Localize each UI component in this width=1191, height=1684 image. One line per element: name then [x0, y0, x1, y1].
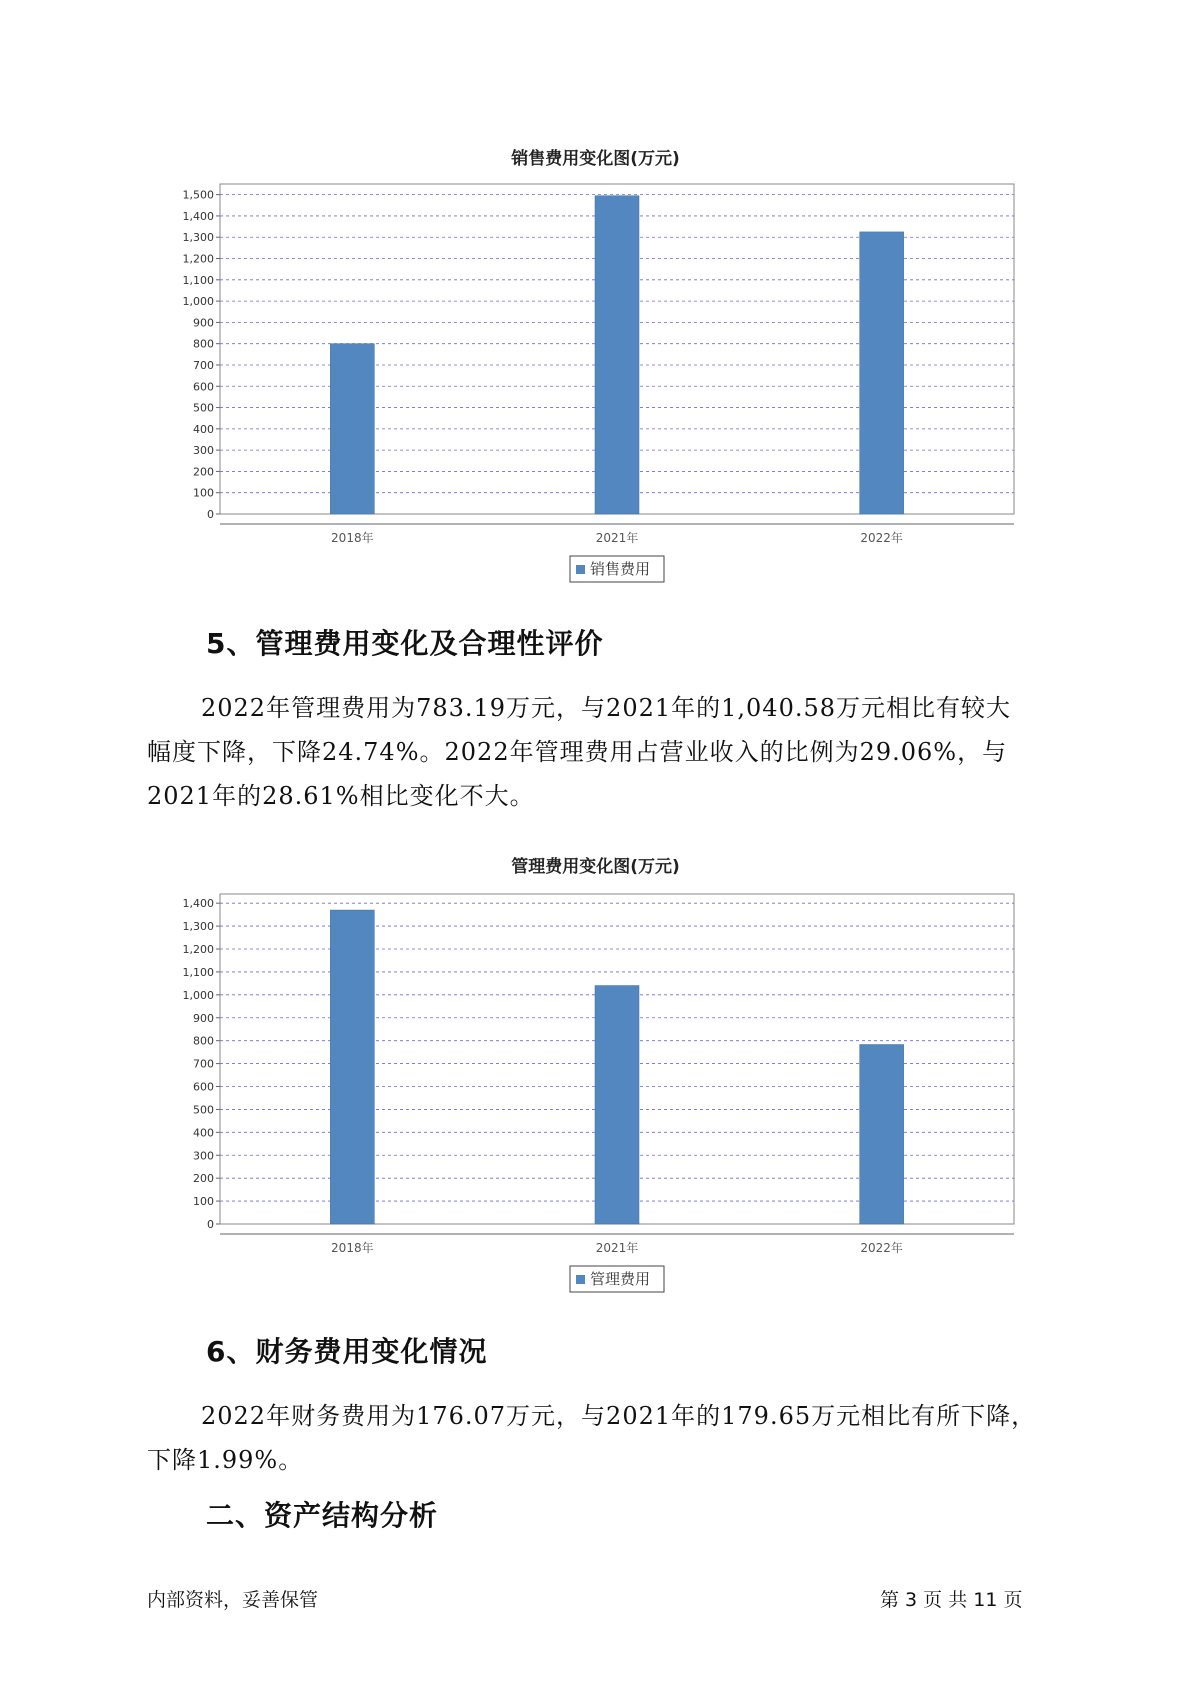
bar	[595, 986, 639, 1224]
chart-title-admin-expense: 管理费用变化图(万元)	[511, 857, 680, 877]
y-tick-label: 1,300	[182, 231, 214, 245]
bar	[860, 232, 904, 514]
section-5-heading: 5、管理费用变化及合理性评价	[206, 627, 604, 660]
section-5-line-3: 2021年的28.61%相比变化不大。	[147, 782, 535, 810]
footer-page-number: 第 3 页 共 11 页	[880, 1589, 1023, 1611]
y-tick-label: 200	[193, 465, 214, 479]
y-tick-label: 1,200	[182, 943, 214, 956]
legend-label: 销售费用	[590, 560, 651, 578]
y-tick-label: 900	[193, 1011, 214, 1025]
section-5-line-2: 幅度下降，下降24.74%。2022年管理费用占营业收入的比例为29.06%，与	[147, 738, 1008, 766]
y-tick-label: 100	[193, 1195, 214, 1209]
bar	[330, 910, 374, 1224]
y-tick-label: 700	[193, 358, 214, 372]
y-tick-label: 600	[193, 380, 214, 394]
y-tick-label: 800	[193, 337, 214, 351]
section-5-line-1: 2022年管理费用为783.19万元，与2021年的1,040.58万元相比有较大	[201, 694, 1012, 722]
chart-admin-expense	[0, 880, 1191, 1300]
chart-title-sales-expense: 销售费用变化图(万元)	[511, 149, 680, 169]
legend-label: 管理费用	[590, 1270, 651, 1288]
y-tick-label: 0	[207, 508, 214, 521]
x-tick-label: 2018年	[331, 531, 374, 545]
y-tick-label: 600	[193, 1080, 214, 1094]
y-tick-label: 0	[207, 1218, 214, 1231]
x-tick-label: 2018年	[331, 1241, 374, 1255]
y-tick-label: 1,200	[182, 252, 214, 266]
y-tick-label: 1,400	[182, 209, 214, 223]
y-tick-label: 500	[193, 401, 214, 415]
section-6-line-2: 下降1.99%。	[147, 1446, 304, 1474]
section-6-line-1: 2022年财务费用为176.07万元，与2021年的179.65万元相比有所下降，	[201, 1402, 1037, 1430]
y-tick-label: 300	[193, 444, 214, 458]
section-6-heading: 6、财务费用变化情况	[206, 1335, 488, 1368]
y-tick-label: 300	[193, 1149, 214, 1163]
chart-sales-expense	[0, 170, 1191, 590]
y-tick-label: 1,000	[182, 988, 214, 1002]
section-5-paragraph	[147, 686, 1047, 818]
y-tick-label: 500	[193, 1103, 214, 1117]
y-tick-label: 100	[193, 486, 214, 500]
y-tick-label: 900	[193, 316, 214, 330]
bar	[330, 344, 374, 514]
section-two-heading: 二、资产结构分析	[206, 1499, 439, 1532]
y-tick-label: 1,100	[182, 273, 214, 287]
y-tick-label: 400	[193, 422, 214, 436]
y-tick-label: 1,400	[182, 897, 214, 911]
y-tick-label: 700	[193, 1057, 214, 1071]
y-tick-label: 1,100	[182, 965, 214, 979]
y-tick-label: 200	[193, 1172, 214, 1186]
x-tick-label: 2021年	[595, 531, 639, 545]
legend-swatch	[576, 565, 585, 574]
section-6-paragraph	[147, 1394, 1047, 1482]
bar	[595, 196, 639, 514]
legend-swatch	[576, 1275, 585, 1284]
y-tick-label: 1,500	[182, 188, 214, 202]
y-tick-label: 1,000	[182, 295, 214, 309]
y-tick-label: 800	[193, 1034, 214, 1048]
y-tick-label: 400	[193, 1126, 214, 1140]
bar	[860, 1045, 904, 1224]
x-tick-label: 2022年	[860, 1241, 903, 1255]
x-tick-label: 2022年	[860, 531, 903, 545]
x-tick-label: 2021年	[595, 1241, 639, 1255]
footer-confidential-note: 内部资料，妥善保管	[147, 1589, 319, 1611]
y-tick-label: 1,300	[182, 920, 214, 934]
